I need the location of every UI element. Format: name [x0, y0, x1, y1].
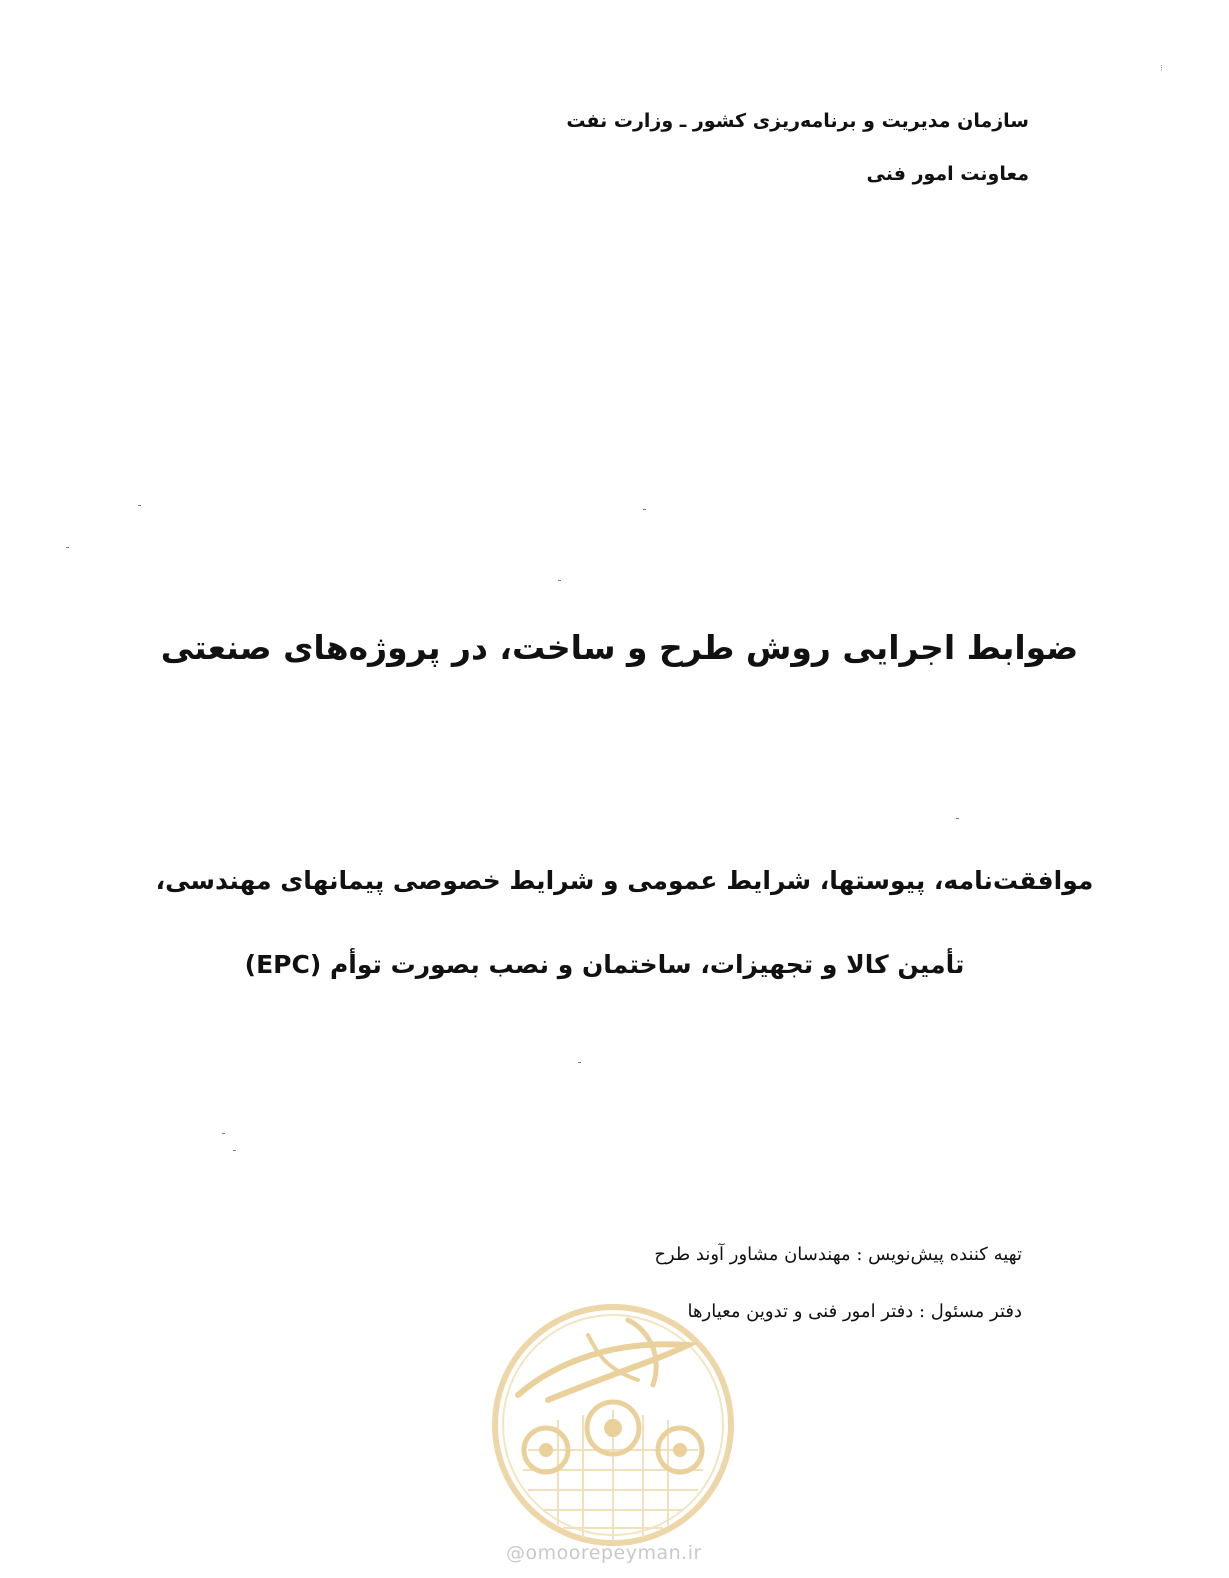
- at-icon: @: [506, 1542, 526, 1564]
- organization-heading: سازمان مدیریت و برنامه‌ریزی کشور ـ وزارت نفت: [566, 110, 1029, 132]
- scan-mark: ⁝: [1160, 64, 1163, 74]
- watermark-site-label: [506, 1542, 702, 1564]
- prepared-by-line: تهیه کننده پیش‌نویس : مهندسان مشاور آوند طرح: [654, 1244, 1022, 1265]
- department-heading: معاونت امور فنی: [866, 163, 1029, 185]
- subtitle-line-2: تأمین کالا و تجهیزات، ساختمان و نصب بصورت توأم (EPC): [244, 950, 965, 979]
- watermark-url: omoorepeyman.ir: [525, 1542, 702, 1564]
- watermark-logo: [488, 1300, 738, 1550]
- subtitle-line-1: موافقت‌نامه، پیوستها، شرایط عمومی و شرایط خصوصی پیمانهای مهندسی،: [155, 866, 1094, 895]
- document-title: ضوابط اجرایی روش طرح و ساخت، در پروژه‌های صنعتی: [160, 628, 1079, 667]
- responsible-office-line: دفتر مسئول : دفتر امور فنی و تدوین معیارها: [687, 1301, 1022, 1322]
